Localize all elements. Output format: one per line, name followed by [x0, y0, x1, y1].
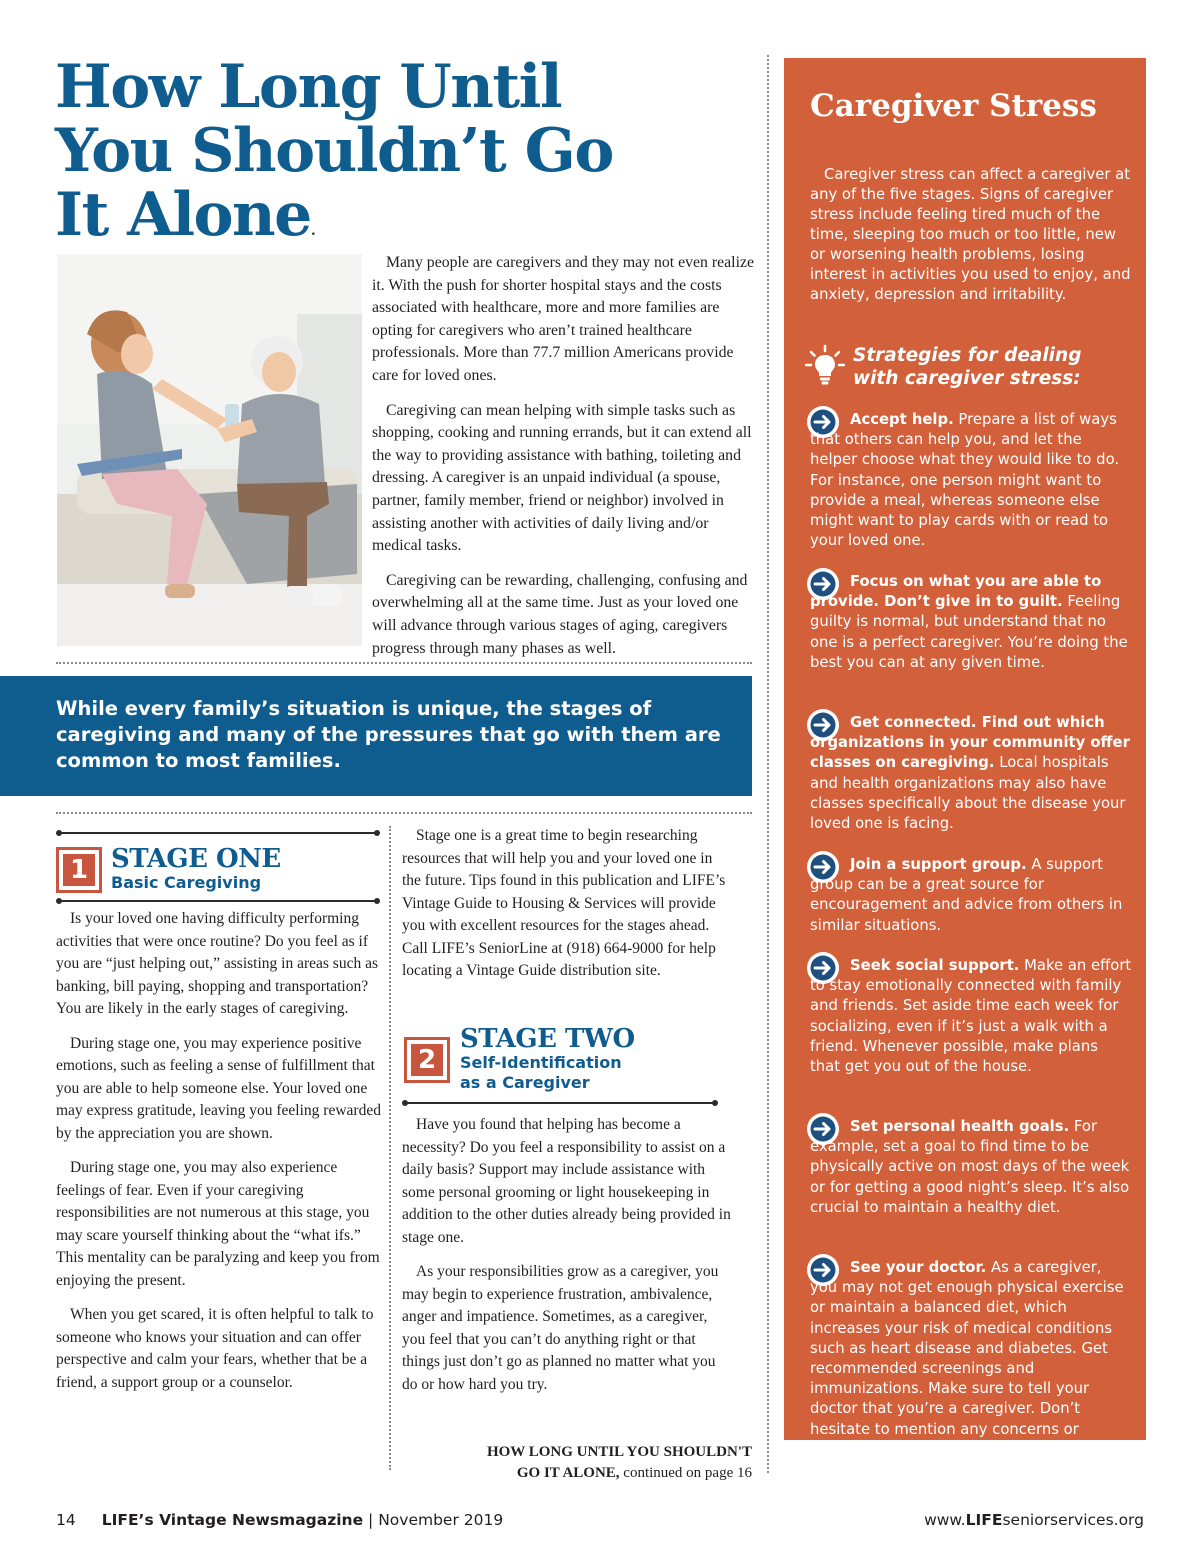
tip-lead: Join a support group.	[850, 856, 1027, 873]
tip-health-goals	[810, 1117, 1132, 1218]
intro-paragraph: Many people are caregivers and they may not even realize it. With the push for shorter hospital stays and the costs associated with healthcare, more and more families are opting for caregivers who aren’t trained healthcare professionals. More than 77.7 million Americans provide care for loved ones.	[372, 254, 754, 384]
stage-one-continuation	[402, 825, 734, 995]
tip-text: A support group can be a great source for encouragement and advice from others in similar situations.	[810, 856, 1123, 934]
tip-text: Prepare a list of ways that others can help you, and let the helper choose what they would like to do. For instance, one person might want to provide a meal, whereas someone else might want to play cards with or read to your loved one.	[810, 411, 1120, 550]
rule-cap	[712, 1100, 718, 1106]
stage-one-body	[56, 908, 381, 1406]
headline-line-3: It Alone	[55, 180, 311, 250]
tip-lead: Set personal health goals.	[850, 1118, 1070, 1135]
tip-get-connected	[810, 713, 1132, 834]
tip-see-doctor	[810, 1258, 1132, 1460]
continued-title: HOW LONG UNTIL YOU SHOULDN'T	[486, 1444, 752, 1460]
tip-support-group	[810, 855, 1132, 936]
tip-text: Feeling guilty is normal, but understand that no one is a perfect caregiver. You’re doing the best you can at any given time.	[810, 593, 1128, 671]
tip-lead: Accept help.	[850, 411, 954, 428]
continued-page: continued on page 16	[623, 1465, 752, 1481]
sidebar-intro: Caregiver stress can affect a caregiver at any of the five stages. Signs of caregiver stress include feeling tired much of the time, sleeping too much or too little, new or worsening health problems, losing interest in activities you used to enjoy, and anxiety, depression and irritability.	[810, 166, 1131, 303]
stage-number: 2	[411, 1044, 443, 1076]
tip-text: As a caregiver, you may not get enough physical exercise or maintain a balanced diet, which increases your risk of medical conditions such as heart disease and diabetes. Get recommended screenings and immunizations. Make sure to tell your doctor that you’re a caregiver. Don’t hesitate to mention any concerns or symptoms you may have.	[810, 1259, 1124, 1458]
stage-subtitle: Basic Caregiving	[111, 873, 262, 892]
stage-rule	[58, 832, 376, 834]
intro-paragraph: Caregiving can mean helping with simple tasks such as shopping, cooking and running errands, but it can extend all the way to providing assistance with bathing, toileting and dressing. A caregiver is an unpaid individual (a spouse, partner, family member, friend or neighbor) involved in assisting another with activities of daily living and/or medical tasks.	[372, 401, 752, 555]
stage-one-paragraph: Is your loved one having difficulty performing activities that were once routine? Do you feel as if you are “just helping out,” assisting in areas such as banking, bill paying, shopping and transportation? You are likely in the early stages of caregiving.	[56, 910, 378, 1017]
tip-social-support	[810, 956, 1132, 1077]
website-link[interactable]	[924, 1511, 1144, 1529]
dotted-divider	[56, 812, 752, 814]
dotted-divider	[56, 662, 752, 664]
stage-subtitle: Self-Identification	[460, 1053, 622, 1072]
column-divider	[389, 826, 391, 1470]
page-number: 14	[56, 1511, 76, 1529]
stage-one-paragraph: When you get scared, it is often helpful to talk to someone who knows your situation and can offer perspective and calm your fears, whether that be a friend, a support group or a counselor.	[56, 1306, 374, 1391]
stage-one-paragraph: During stage one, you may experience positive emotions, such as feeling a sense of fulfillment that you are able to help someone else. Your loved one may express gratitude, leaving you feeling rewarded by the appreciation you are shown.	[56, 1034, 381, 1142]
stage-number: 1	[63, 854, 95, 886]
intro-column	[372, 252, 754, 672]
stage-subtitle: as a Caregiver	[460, 1073, 590, 1092]
caregiver-photo	[57, 254, 362, 646]
sidebar-title: Caregiver Stress	[810, 88, 1097, 124]
stage-one-paragraph: During stage one, you may also experience feelings of fear. Even if your caregiving responsibilities are not numerous at this stage, you may scare yourself thinking about the “what ifs.” This mentality can be paralyzing and keep you from enjoying the present.	[56, 1159, 380, 1289]
stage-two-paragraph: Have you found that helping has become a necessity? Do you feel a responsibility to assist on a daily basis? Support may include assistance with some personal grooming or light housekeeping in addition to the other duties already being provided in stage one.	[402, 1116, 731, 1246]
url-brand: LIFE	[965, 1511, 1003, 1529]
tip-accept-help	[810, 410, 1132, 551]
url-prefix: www.	[924, 1511, 966, 1529]
tip-lead: See your doctor.	[850, 1259, 987, 1276]
footer-separator: |	[368, 1511, 374, 1529]
article-headline	[55, 52, 745, 263]
tip-lead: Focus on what you are able to provide. Don’t give in to guilt.	[810, 573, 1102, 611]
sidebar-divider	[767, 55, 769, 1473]
issue-date: November 2019	[378, 1511, 504, 1529]
headline-line-2: You Shouldn’t Go	[55, 116, 613, 186]
url-suffix: seniorservices.org	[1002, 1511, 1144, 1529]
headline-end: .	[310, 223, 315, 239]
continued-title: GO IT ALONE,	[516, 1465, 620, 1481]
tip-lead: Seek social support.	[850, 957, 1020, 974]
stage-two-badge	[404, 1037, 450, 1083]
pull-quote-text: While every family’s situation is unique, the stages of caregiving and many of the pressures that go with them are common to most families.	[56, 697, 721, 772]
stage-two-heading	[460, 1025, 740, 1093]
rule-cap	[374, 898, 380, 904]
continued-note	[400, 1442, 752, 1484]
stage-two-paragraph: As your responsibilities grow as a caregiver, you may begin to experience frustration, ambivalence, anger and impatience. Sometimes, as a caregiver, you feel that you can’t do anything right or that things just don’t go as planned no matter what you do or how hard you try.	[402, 1263, 719, 1393]
stage-title: STAGE ONE	[111, 844, 281, 874]
tip-text: For example, set a goal to find time to be physically active on most days of the week or for getting a good night’s sleep. It’s also crucial to maintain a healthy diet.	[810, 1118, 1130, 1216]
publication-name: LIFE’s Vintage Newsmagazine	[101, 1511, 364, 1529]
page-footer-left	[56, 1511, 503, 1529]
stage-two-body	[402, 1114, 734, 1408]
intro-paragraph: Caregiving can be rewarding, challenging, confusing and overwhelming all at the same time. Just as your loved one will advance through various stages of aging, caregivers progress through many phases as well.	[372, 571, 748, 657]
tip-focus	[810, 572, 1132, 673]
tip-text: Local hospitals and health organizations may also have classes specifically about the disease your loved one is facing.	[810, 754, 1126, 833]
strategies-heading-line: with caregiver stress:	[853, 368, 1081, 389]
stage-rule	[58, 900, 376, 902]
tip-text: Make an effort to stay emotionally connected with family and friends. Set aside time each week for socializing, even if it’s just a walk with a friend. Whenever possible, make plans that get you out of the house.	[810, 957, 1132, 1076]
rule-cap	[374, 830, 380, 836]
strategies-heading-line: Strategies for dealing	[853, 345, 1082, 366]
stage-one-heading	[111, 845, 381, 893]
headline-line-1: How Long Until	[55, 52, 562, 122]
tip-lead: Get connected. Find out which organizations in your community offer classes on caregiving.	[810, 714, 1130, 772]
stage-one-badge	[56, 847, 102, 893]
stage-rule	[404, 1102, 714, 1104]
stage-one-paragraph: Stage one is a great time to begin researching resources that will help you and your loved one in the future. Tips found in this publication and LIFE’s Vintage Guide to Housing & Services will provide you with excellent resources for the stages ahead. Call LIFE’s SeniorLine at (918) 664-9000 for help locating a Vintage Guide distribution site.	[402, 827, 726, 979]
strategies-heading	[853, 344, 1133, 390]
lightbulb-icon	[805, 344, 845, 386]
stage-title: STAGE TWO	[460, 1024, 635, 1054]
